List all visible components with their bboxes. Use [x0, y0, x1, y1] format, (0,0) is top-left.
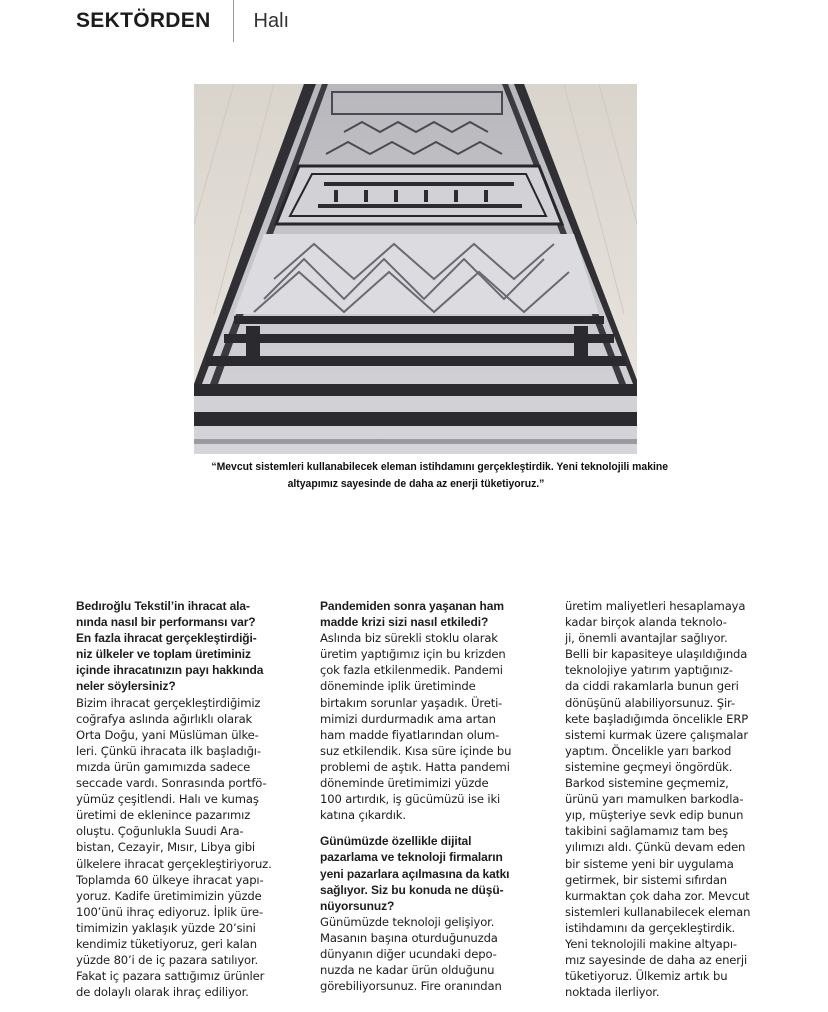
text-line: Günümüzde özellikle dijital [320, 834, 472, 849]
text-line: döneminde üretimimizi yüzde [320, 776, 489, 791]
text-line: içinde ihracatınızın payı hakkında [76, 663, 264, 678]
text-line: ürünü yarı mamulken barkodla- [565, 792, 744, 807]
photo-caption [211, 459, 669, 493]
text-line: döneminde iplik üretiminde [320, 679, 476, 694]
text-line: görebiliyorsunuz. Fire oranından [320, 979, 502, 994]
text-line: de dolaylı olarak ihraç ediliyor. [76, 985, 249, 1000]
text-line: Belli bir kapasiteye ulaşıldığında [565, 647, 748, 662]
text-line: ji, önemli avantajlar sağlıyor. [565, 631, 728, 646]
text-line: birtakım sorunlar yaşadık. Üreti- [320, 695, 503, 710]
text-line: dünyanın diğer ucundaki depo- [320, 946, 497, 961]
text-line: oluştu. Çoğunlukla Suudi Ara- [76, 824, 244, 839]
text-line: kurmaktan çok daha zor. Mevcut [565, 888, 750, 903]
text-line: sistemine geçmeyi öngördük. [565, 759, 733, 774]
text-line: teknolojiye yatırım yaptığınız- [565, 663, 733, 678]
text-line: neler söylersiniz? [76, 679, 176, 694]
interview-answer [565, 598, 770, 1000]
text-line: Orta Doğu, yani Müslüman ülke- [76, 727, 259, 742]
text-line: Günümüzde teknoloji gelişiyor. [320, 914, 495, 929]
text-line: dönüşünü alabiliyorsunuz. Şir- [565, 695, 735, 710]
interview-question [320, 598, 525, 630]
text-line: yaptım. Öncelikle yarı barkod [565, 743, 732, 758]
text-line: mızda ürün gamımızda sadece [76, 759, 251, 774]
carpet-photo [194, 84, 637, 454]
text-line: takibini sağlamamız tam beş [565, 824, 729, 839]
text-line: 100’ünü ihraç ediyoruz. İplik üre- [76, 904, 263, 919]
text-line: üretimi de eklenince pazarımız [76, 808, 251, 823]
article-column-3 [565, 598, 770, 1000]
text-line: kadar birçok alanda teknolo- [565, 615, 727, 630]
text-line: kete başladığımda öncelikle ERP [565, 711, 749, 726]
text-line: sistemi kurmak üzere çalışmalar [565, 727, 748, 742]
text-line: tüketiyoruz. Ülkemiz artık bu [565, 969, 728, 984]
interview-answer [320, 630, 525, 823]
paragraph-gap [320, 823, 525, 833]
text-line: timimizin yaklaşık yüzde 20’sini [76, 920, 256, 935]
text-line: sistemleri kullanabilecek eleman [565, 904, 751, 919]
text-line: yüzde 80’i de iç pazara satılıyor. [76, 953, 259, 968]
text-line: çok fazla etkilenmedik. Pandemi [320, 663, 503, 678]
text-line: katına çıkardık. [320, 808, 406, 823]
text-line: nında nasıl bir performansı var? [76, 615, 256, 630]
text-line: leri. Çünkü ihracata ilk başladığı- [76, 743, 261, 758]
interview-question [76, 598, 281, 695]
text-line: yıp, müşteriye sevk edip bunun [565, 808, 744, 823]
page-header [76, 0, 289, 42]
interview-answer [76, 695, 281, 1001]
category-title: Halı [253, 9, 290, 32]
text-line: getirmek, bir sistemi sıfırdan [565, 872, 727, 887]
text-line: yeni pazarlara açılmasına da katkı [320, 866, 510, 881]
text-line: yoruz. Kadife üretimimizin yüzde [76, 888, 262, 903]
section-title: SEKTÖRDEN [76, 9, 211, 32]
text-line: Yeni teknolojili makine altyapı- [565, 936, 737, 951]
text-line: üretim yaptığımız için bu krizden [320, 647, 506, 662]
text-line: bir sisteme yeni bir uygulama [565, 856, 734, 871]
header-divider [233, 0, 234, 42]
text-line: Pandemiden sonra yaşanan ham [320, 599, 504, 613]
text-line: 100 artırdık, iş gücümüzü ise iki [320, 792, 501, 807]
text-line: üretim maliyetleri hesaplamaya [565, 599, 746, 613]
text-line: sağlıyor. Siz bu konuda ne düşü- [320, 882, 504, 897]
text-line: yümüz çeşitlendi. Halı ve kumaş [76, 792, 259, 807]
caption-line: “Mevcut sistemleri kullanabilecek eleman istihdamını gerçekleştirdik. Yeni teknolojili makine [211, 461, 669, 473]
text-line: nuzda ne kadar ürün olduğunu [320, 963, 495, 978]
text-line: Aslında biz sürekli stoklu olarak [320, 631, 498, 646]
text-line: seccade vardı. Sonrasında portfö- [76, 776, 267, 791]
text-line: problemi de aştık. Hatta pandemi [320, 759, 510, 774]
text-line: Toplamda 60 ülkeye ihracat yapı- [76, 872, 264, 887]
text-line: nüyorsunuz? [320, 898, 395, 913]
text-line: Bedıroğlu Tekstil’in ihracat ala- [76, 599, 250, 613]
article-column-2 [320, 598, 525, 994]
text-line: madde krizi sizi nasıl etkiledi? [320, 615, 489, 630]
text-line: niz ülkeler ve toplam üretiminiz [76, 647, 251, 662]
interview-answer [320, 914, 525, 994]
text-line: istihdamını da gerçekleştirdik. [565, 920, 736, 935]
text-line: mimizi durdurmadık ama artan [320, 711, 496, 726]
text-line: Barkod sistemine geçmemiz, [565, 776, 729, 791]
interview-question [320, 833, 525, 913]
text-line: En fazla ihracat gerçekleştirdiği- [76, 631, 257, 646]
article-column-1 [76, 598, 281, 1000]
caption-line: altyapımız sayesinde de daha az enerji tüketiyoruz.” [287, 478, 545, 490]
text-line: suz etkilendik. Kısa süre içinde bu [320, 743, 512, 758]
text-line: pazarlama ve teknoloji firmaların [320, 850, 503, 865]
text-line: ham madde fiyatlarından olum- [320, 727, 500, 742]
carpet-illustration [194, 84, 637, 454]
text-line: bistan, Cezayir, Mısır, Libya gibi [76, 840, 256, 855]
text-line: Bizim ihracat gerçekleştirdiğimiz [76, 695, 261, 710]
text-line: kendimiz tüketiyoruz, geri kalan [76, 936, 257, 951]
text-line: mız sayesinde de daha az enerji [565, 953, 748, 968]
text-line: noktada ilerliyor. [565, 985, 660, 1000]
text-line: coğrafya aslında ağırlıklı olarak [76, 711, 253, 726]
text-line: Masanın başına oturduğunuzda [320, 930, 498, 945]
text-line: Fakat iç pazara sattığımız ürünler [76, 969, 265, 984]
text-line: ülkelere ihracat gerçekleştiriyoruz. [76, 856, 272, 871]
text-line: yılımızı aldı. Çünkü devam eden [565, 840, 746, 855]
text-line: da ciddi rakamlarla bunun geri [565, 679, 739, 694]
